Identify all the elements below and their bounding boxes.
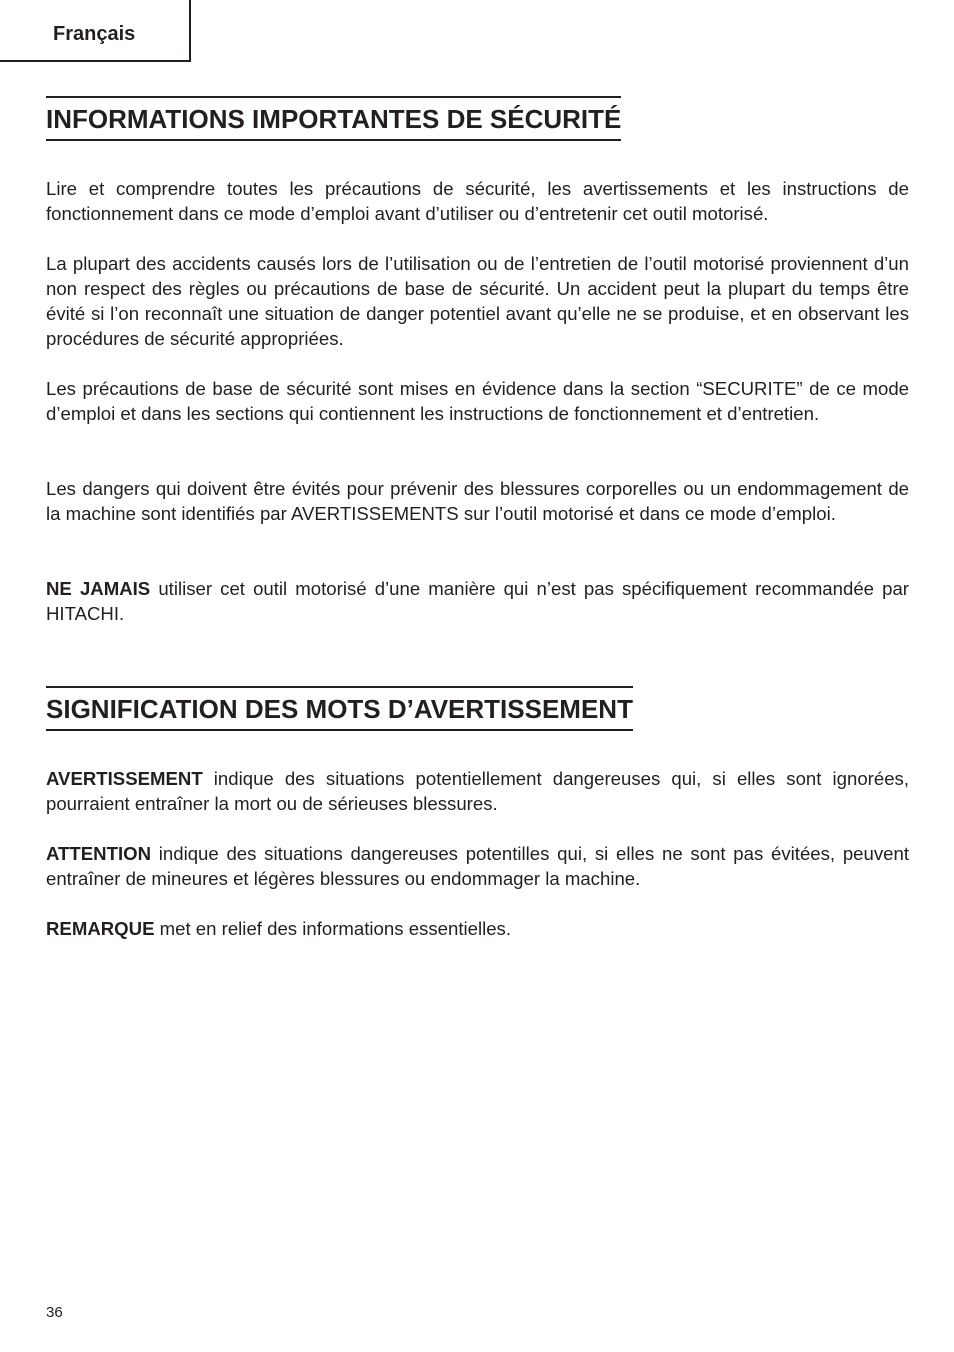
definition-term: ATTENTION — [46, 843, 152, 864]
language-tab — [0, 0, 191, 62]
definition-note — [46, 916, 909, 941]
definition-text: met en relief des informations essentielles. — [154, 918, 512, 939]
section-heading-signal-words: SIGNIFICATION DES MOTS D’AVERTISSEMENT — [46, 686, 633, 731]
paragraph-never — [46, 576, 909, 626]
language-label: Français — [53, 23, 136, 45]
definition-term: AVERTISSEMENT — [46, 768, 203, 789]
never-text: utiliser cet outil motorisé d’une manière qui n’est pas spécifiquement recommandée par HITACHI. — [46, 578, 909, 624]
definition-text: indique des situations dangereuses potentilles qui, si elles ne sont pas évitées, peuvent entraîner de mineures et légères blessures ou endommager la machine. — [46, 843, 909, 889]
paragraph-basic-precautions: Les précautions de base de sécurité sont mises en évidence dans la section “SECURITE” de ce mode d’emploi et dans les sections qui contiennent les instructions de fonctionnement et d’entretien. — [46, 378, 909, 424]
paragraph-accidents: La plupart des accidents causés lors de l’utilisation ou de l’entretien de l’outil motorisé proviennent d’un non respect des règles ou précautions de base de sécurité. Un accident peut la plupart du temps être évité si l’on reconnaît une situation de danger potentiel avant qu’elle ne se produise, et en observant les procédures de sécurité appropriées. — [46, 253, 909, 349]
definition-text: indique des situations potentiellement dangereuses qui, si elles sont ignorées, pourraient entraîner la mort ou de sérieuses blessures. — [46, 768, 909, 814]
paragraph-dangers: Les dangers qui doivent être évités pour prévenir des blessures corporelles ou un endommagement de la machine sont identifiés par AVERTISSEMENTS sur l’outil motorisé et dans ce mode d’emploi. — [46, 478, 909, 524]
paragraph-read-understand: Lire et comprendre toutes les précautions de sécurité, les avertissements et les instructions de fonctionnement dans ce mode d’emploi avant d’utiliser ou d’entretenir cet outil motorisé. — [46, 178, 909, 224]
never-label: NE JAMAIS — [46, 578, 151, 599]
definition-term: REMARQUE — [46, 918, 155, 939]
definition-warning — [46, 766, 909, 816]
definition-caution — [46, 841, 909, 891]
section-heading-safety-info: INFORMATIONS IMPORTANTES DE SÉCURITÉ — [46, 96, 621, 141]
page-number: 36 — [46, 1304, 63, 1321]
